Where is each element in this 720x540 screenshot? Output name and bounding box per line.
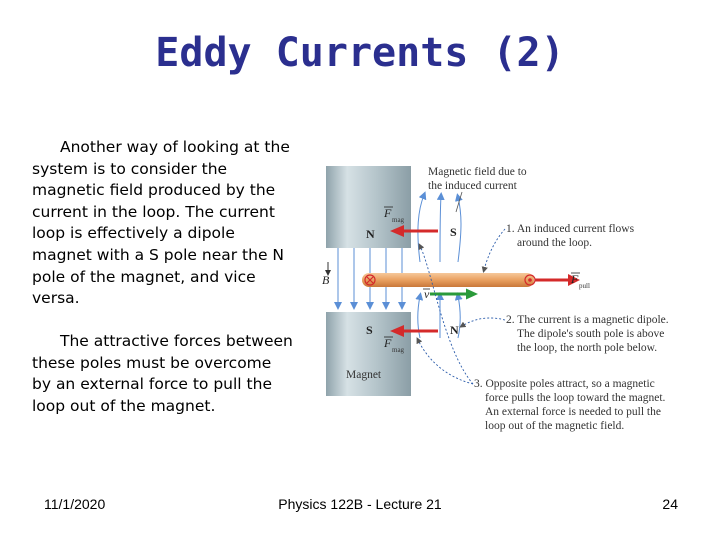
magnet-label: Magnet [346, 369, 382, 381]
f-mag-symbol: F [384, 206, 392, 220]
velocity-arrow [430, 289, 478, 300]
note3-leader-bottom [418, 340, 473, 384]
induced-field-label-line1: Magnetic field due to [428, 166, 527, 178]
current-loop [362, 273, 534, 287]
note2-line3: the loop, the north pole below. [517, 342, 658, 354]
pole-n-top: N [366, 227, 375, 241]
note3-line1: 3. Opposite poles attract, so a magnetic [474, 378, 655, 390]
note1-leader [484, 229, 505, 270]
v-label [423, 287, 430, 301]
f-mag-symbol: F [384, 336, 392, 350]
f-mag-subscript: mag [392, 216, 405, 224]
note3-leader-top [420, 246, 473, 384]
note3-line4: loop out of the magnetic field. [485, 420, 625, 432]
pole-s-bottom: S [366, 323, 373, 337]
paragraph-2-text: The attractive forces between these poles must be overcome by an external force to pull the loop out of the magnet. [32, 332, 293, 415]
note2-leader [462, 318, 505, 326]
note3-line2: force pulls the loop toward the magnet. [485, 392, 666, 404]
slide-title: Eddy Currents (2) [155, 30, 565, 76]
induced-field-label-line2: the induced current [428, 180, 517, 192]
footer-course: Physics 122B - Lecture 21 [278, 496, 442, 512]
f-pull-symbol: F [571, 272, 579, 286]
pole-s-top: S [450, 225, 457, 239]
note2-line1: 2. The current is a magnetic dipole. [506, 314, 669, 326]
field-lines-induced [418, 195, 461, 338]
note3-line3: An external force is needed to pull the [485, 406, 661, 418]
f-mag-subscript: mag [392, 346, 405, 354]
v-symbol: v [424, 287, 430, 301]
induced-field-leader [456, 192, 462, 212]
f-pull-label [570, 272, 590, 290]
paragraph-1-text: Another way of looking at the system is to consider the magnetic field produced by the current in the loop. The current loop is effectively a dipole magnet with a S pole near the N pole of the magnet, and vice versa. [32, 138, 290, 308]
footer-date: 11/1/2020 [44, 496, 106, 512]
pole-n-bottom: N [450, 323, 459, 337]
note1-line1: 1. An induced current flows [506, 223, 635, 235]
b-symbol: B [322, 273, 330, 287]
f-pull-subscript: pull [579, 282, 590, 290]
note1-line2: around the loop. [517, 237, 593, 249]
b-label [322, 273, 330, 287]
footer-page-number: 24 [662, 496, 678, 512]
note2-line2: The dipole's south pole is above [517, 328, 665, 340]
